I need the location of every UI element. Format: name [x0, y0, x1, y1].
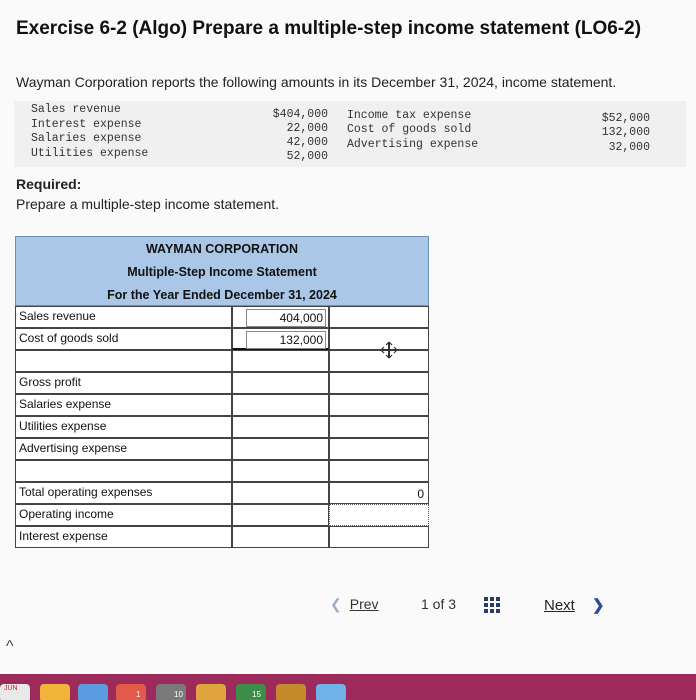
app-icon[interactable] [236, 684, 266, 700]
row-total-input[interactable] [329, 504, 429, 526]
app-icon[interactable] [276, 684, 306, 700]
row-amount-input[interactable] [232, 482, 329, 504]
row-amount-input[interactable] [232, 504, 329, 526]
required-text: Prepare a multiple-step income statement. [16, 196, 280, 212]
amount-label: Income tax expense [347, 109, 472, 122]
grid-menu-icon[interactable] [484, 597, 502, 615]
row-amount-input[interactable] [232, 526, 329, 548]
row-amount-input[interactable] [232, 394, 329, 416]
app-icon[interactable] [78, 684, 108, 700]
table-row [15, 526, 429, 548]
row-amount-cell[interactable] [232, 306, 329, 328]
amount-value: 52,000 [286, 150, 328, 163]
row-total-input[interactable] [329, 372, 429, 394]
row-label-input[interactable]: Total operating expenses [15, 482, 232, 504]
row-amount-input[interactable] [232, 372, 329, 394]
chevron-right-icon[interactable]: ❯ [592, 597, 605, 614]
row-amount-cell[interactable] [232, 328, 329, 350]
table-row [15, 504, 429, 526]
next-button[interactable]: Next [544, 597, 575, 614]
amount-value: 22,000 [286, 122, 328, 135]
app-icon[interactable] [116, 684, 146, 700]
row-label-input[interactable]: Salaries expense [15, 394, 232, 416]
row-total-input[interactable]: 0 [329, 482, 429, 504]
amount-label: Sales revenue [31, 103, 121, 116]
row-label-input[interactable]: Advertising expense [15, 438, 232, 460]
page-count: 1 of 3 [421, 596, 457, 612]
amount-value: $52,000 [601, 112, 650, 125]
row-total-input[interactable] [329, 328, 429, 350]
row-label-input[interactable]: Sales revenue [15, 306, 232, 328]
calendar-month: JUN [4, 685, 18, 692]
row-label-input[interactable]: Operating income [15, 504, 232, 526]
statement-period: For the Year Ended December 31, 2024 [107, 288, 337, 302]
row-amount-input[interactable]: 404,000 [246, 309, 326, 327]
calendar-icon[interactable] [0, 684, 30, 700]
amount-value: 132,000 [601, 126, 650, 139]
table-row [15, 482, 429, 504]
intro-text: Wayman Corporation reports the following amounts in its December 31, 2024, income statement. [16, 74, 617, 90]
table-row [15, 328, 429, 350]
table-row [15, 438, 429, 460]
chevron-up-icon[interactable]: ^ [6, 638, 14, 655]
row-amount-input[interactable]: 132,000 [246, 331, 326, 349]
table-row [15, 460, 429, 482]
table-row [15, 416, 429, 438]
app-icon[interactable] [40, 684, 70, 700]
row-total-input[interactable] [329, 460, 429, 482]
row-total-input[interactable] [329, 394, 429, 416]
move-cursor-icon [380, 341, 398, 359]
row-total-input[interactable] [329, 526, 429, 548]
statement-header [15, 236, 429, 306]
row-total-input[interactable] [329, 438, 429, 460]
badge: 1 [136, 690, 141, 699]
table-row [15, 372, 429, 394]
app-icon[interactable] [196, 684, 226, 700]
row-amount-input[interactable] [232, 350, 329, 372]
amount-label: Utilities expense [31, 147, 149, 160]
pagination-bar [0, 590, 696, 626]
amount-value: 42,000 [286, 136, 328, 149]
taskbar-dock [0, 674, 696, 700]
row-amount-input[interactable] [232, 416, 329, 438]
row-label-input[interactable] [15, 460, 232, 482]
row-total-input[interactable] [329, 350, 429, 372]
table-row [15, 350, 429, 372]
badge: 15 [252, 690, 261, 699]
amount-value: $404,000 [272, 108, 328, 121]
table-row [15, 306, 429, 328]
amount-label: Salaries expense [31, 132, 142, 145]
statement-name: Multiple-Step Income Statement [127, 265, 317, 279]
row-label-input[interactable]: Interest expense [15, 526, 232, 548]
row-amount-input[interactable] [232, 438, 329, 460]
table-row [15, 394, 429, 416]
app-icon[interactable] [316, 684, 346, 700]
amount-label: Interest expense [31, 118, 142, 131]
chevron-left-icon: ❮ [330, 596, 342, 612]
badge: 10 [174, 690, 183, 699]
prev-label: Prev [349, 596, 379, 612]
amount-label: Cost of goods sold [347, 123, 472, 136]
amount-label: Advertising expense [347, 138, 479, 151]
exercise-title: Exercise 6-2 (Algo) Prepare a multiple-step income statement (LO6-2) [16, 18, 642, 39]
row-label-input[interactable]: Cost of goods sold [15, 328, 232, 350]
row-amount-input[interactable] [232, 460, 329, 482]
row-label-input[interactable]: Utilities expense [15, 416, 232, 438]
row-total-input[interactable] [329, 416, 429, 438]
amounts-box [14, 101, 686, 167]
company-name: WAYMAN CORPORATION [145, 242, 299, 256]
required-heading: Required: [16, 176, 82, 192]
prev-button[interactable] [330, 596, 379, 613]
row-label-input[interactable]: Gross profit [15, 372, 232, 394]
row-label-input[interactable] [15, 350, 232, 372]
amount-value: 32,000 [608, 141, 650, 154]
row-total-input[interactable] [329, 306, 429, 328]
